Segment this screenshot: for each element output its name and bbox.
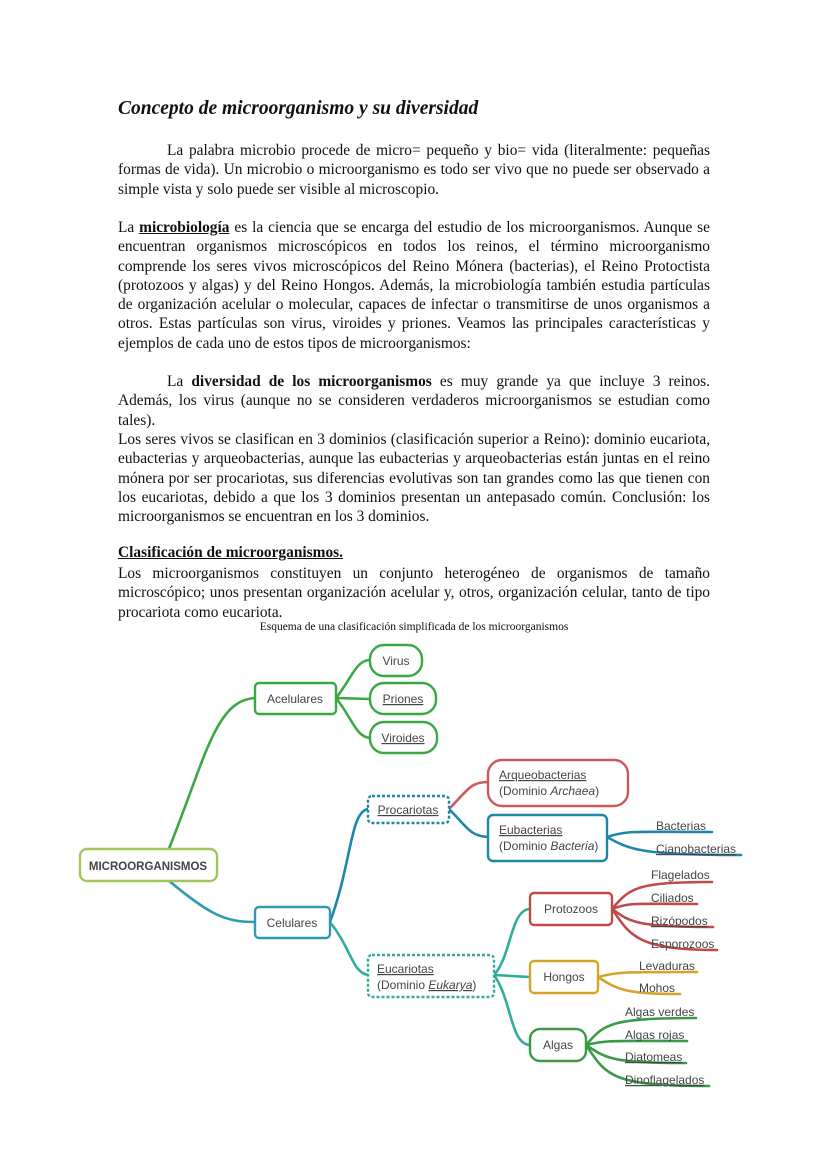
page-title: Concepto de microorganismo y su diversidad: [118, 98, 479, 119]
paragraph-intro: La palabra microbio procede de micro= pequeño y bio= vida (literalmente: pequeñas formas de vida). Un microbio o microorganismo es todo ser vivo que no puede ser observado a simple vista y solo puede ser visible al microscopio.: [118, 142, 710, 198]
term-diversidad: diversidad de los microorganismos: [191, 373, 432, 390]
branch-acelulares: [168, 698, 255, 851]
branch-eucariotas: [330, 922, 368, 975]
leaf-esporozoos: Esporozoos: [651, 937, 715, 951]
text-fragment: La: [118, 219, 140, 236]
node-eucariotas-dominio: (Dominio Eukarya): [377, 978, 477, 992]
leaf-algas-rojas: Algas rojas: [625, 1028, 685, 1042]
leaf-ciliados: Ciliados: [651, 891, 694, 905]
node-eubacterias-box: [488, 815, 607, 861]
node-arqueobacterias: Arqueobacterias: [499, 768, 587, 782]
branch-procariotas: [330, 809, 368, 922]
leaf-diatomeas: Diatomeas: [625, 1050, 683, 1064]
node-eubacterias: Eubacterias: [499, 823, 563, 837]
leaf-cianobacterias: Cianobacterias: [656, 842, 737, 856]
branch-priones: [336, 698, 370, 699]
node-hongos: Hongos: [543, 970, 585, 984]
node-eucariotas: Eucariotas: [377, 962, 434, 976]
node-celulares: Celulares: [266, 916, 318, 930]
node-priones: Priones: [382, 692, 424, 706]
branch-hongos: [494, 975, 530, 977]
term-microbiologia: microbiología: [139, 219, 230, 236]
node-arqueobacterias-box: [488, 760, 628, 806]
node-virus: Virus: [382, 654, 410, 668]
branch-eubacterias: [449, 809, 488, 837]
paragraph-clasificacion: Los microorganismos constituyen un conjunto heterogéneo de organismos de tamaño microscópico; unos presentan organización acelular y, otros, organización celular, tanto de tipo procariota como eucariota.: [118, 565, 710, 621]
leaf-mohos: Mohos: [639, 981, 676, 995]
leaf-bacterias: Bacterias: [656, 819, 707, 833]
node-acelulares: Acelulares: [266, 692, 324, 706]
text-fragment: La: [167, 373, 192, 390]
leaf-dinoflagelados: Dinoflagelados: [625, 1073, 705, 1087]
leaf-rizopodos: Rizópodos: [651, 914, 708, 928]
branch-celulares: [168, 880, 255, 922]
branch-protozoos: [494, 909, 530, 975]
leaf-algas-verdes: Algas verdes: [625, 1005, 695, 1019]
node-viroides: Viroides: [381, 731, 425, 745]
section-heading-clasificacion: Clasificación de microorganismos.: [118, 544, 343, 561]
leaf-flagelados: Flagelados: [651, 868, 710, 882]
paragraph-dominios: Los seres vivos se clasifican en 3 dominios (clasificación superior a Reino): dominio eucariota, eubacterias y arqueobacterias, aunque las eubacterias y arqueobacterias están juntas en el reino mónera por ser procariotas, sus diferencias evolutivas son tan grandes como las que tienen con los eucariotas, debido a que los 3 dominios presentan un antepasado común. Conclusión: los microorganismos se encuentran en los 3 dominios.: [118, 431, 710, 526]
branch-viroides: [336, 698, 370, 738]
branch-algas: [494, 975, 530, 1045]
node-procariotas: Procariotas: [377, 803, 439, 817]
figure-caption: Esquema de una clasificación simplificada de los microorganismos: [259, 621, 569, 633]
text-fragment: es muy grande ya que incluye 3 reinos. Además, los virus (aunque no se consideren verdaderos microorganismos se estudian como tales).: [118, 373, 710, 429]
node-algas: Algas: [542, 1038, 574, 1052]
node-eubacterias-dominio: (Dominio Bacteria): [499, 839, 599, 853]
node-root: MICROORGANISMOS: [88, 861, 208, 873]
branch-arqueobacterias: [449, 782, 488, 809]
text-fragment: es la ciencia que se encarga del estudio de los microorganismos. Aunque se encuentran organismos microscópicos en todos los reinos, el término microorganismo comprende los seres vivos microscópicos del Reino Mónera (bacterias), el Reino Protoctista (protozoos y algas) y del Reino Hongos. Además, la microbiología también estudia partículas de organización acelular o molecular, capaces de infectar o transmitirse de unos organismos a otros. Estas partículas son virus, viroides y priones. Veamos las principales características y ejemplos de cada uno de estos tipos de microorganismos:: [118, 219, 710, 352]
leaf-levaduras: Levaduras: [639, 959, 696, 973]
node-arqueobacterias-dominio: (Dominio Archaea): [499, 784, 600, 798]
branch-virus: [336, 660, 370, 698]
node-protozoos: Protozoos: [543, 902, 599, 916]
